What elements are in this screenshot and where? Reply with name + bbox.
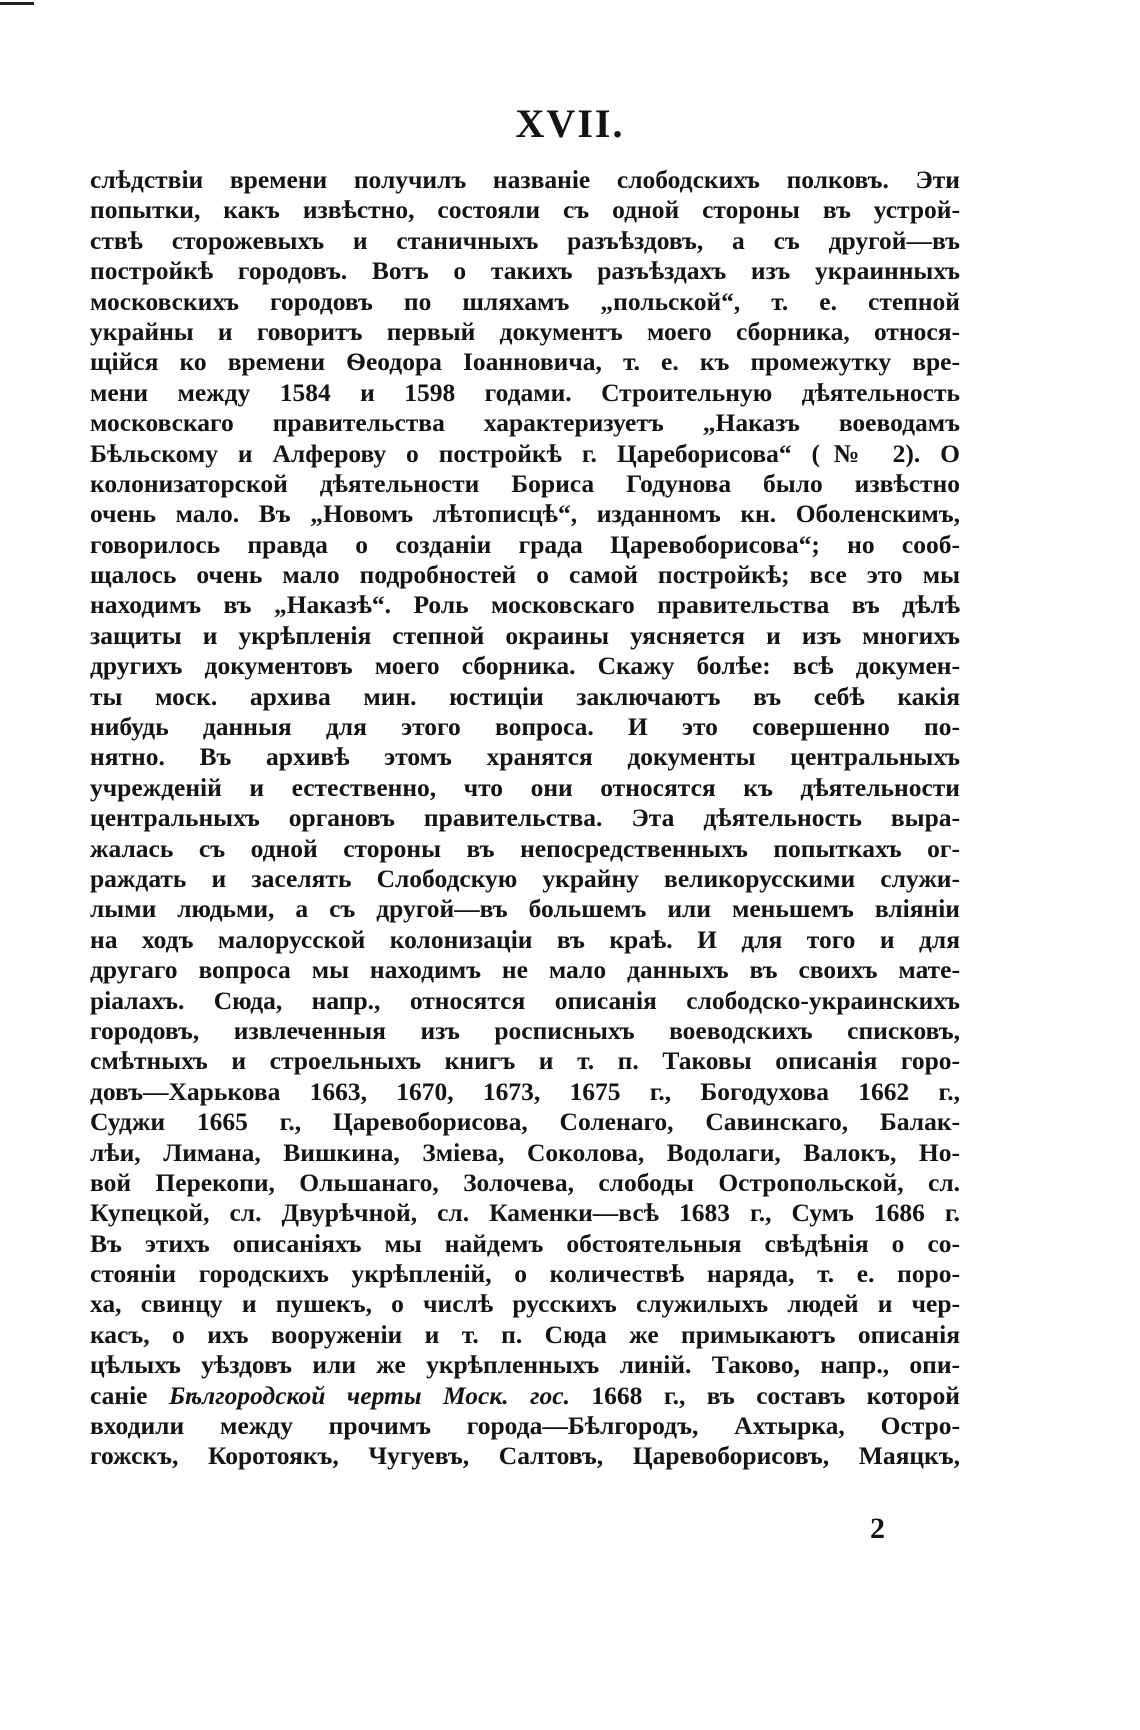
text-line: ты моск. архива мин. юстиціи заключаютъ въ себѣ какія — [90, 681, 960, 711]
text-line: другихъ документовъ моего сборника. Скажу болѣе: всѣ докумен- — [90, 651, 960, 681]
scan-edge-mark — [0, 2, 34, 5]
text-line: Въ этихъ описаніяхъ мы найдемъ обстоятельныя свѣдѣнія о со- — [90, 1228, 960, 1258]
text-line: городовъ, извлеченныя изъ росписныхъ воеводскихъ списковъ, — [90, 1015, 960, 1045]
text-line: Бѣльскому и Алферову о постройкѣ г. Цареборисова“ (№ 2). О — [90, 438, 960, 468]
text-line: жалась съ одной стороны въ непосредственныхъ попыткахъ ог- — [90, 833, 960, 863]
text-line: очень мало. Въ „Новомъ лѣтописцѣ“, изданномъ кн. Оболенскимъ, — [90, 499, 960, 529]
signature-mark: 2 — [870, 1512, 885, 1545]
text-line: ха, свинцу и пушекъ, о числѣ русскихъ служилыхъ людей и чер- — [90, 1289, 960, 1319]
text-line: нибудь данныя для этого вопроса. И это совершенно по- — [90, 712, 960, 742]
text-line: смѣтныхъ и строельныхъ книгъ и т. п. Таковы описанія горо- — [90, 1046, 960, 1076]
text-line: колонизаторской дѣятельности Бориса Годунова было извѣстно — [90, 468, 960, 498]
text-line: входили между прочимъ города—Бѣлгородъ, Ахтырка, Остро- — [90, 1411, 960, 1441]
text-line: гожскъ, Коротоякъ, Чугуевъ, Салтовъ, Царевоборисовъ, Маяцкъ, — [90, 1441, 960, 1471]
text-line: слѣдствіи времени получилъ названіе слободскихъ полковъ. Эти — [90, 165, 960, 194]
text-line: Суджи 1665 г., Царевоборисова, Соленаго, Савинскаго, Балак- — [90, 1107, 960, 1137]
text-line: попытки, какъ извѣстно, состояли съ одной стороны въ устрой- — [90, 195, 960, 225]
text-line: другаго вопроса мы находимъ не мало данныхъ въ своихъ мате- — [90, 955, 960, 985]
text-line: щійся ко времени Ѳеодора Іоанновича, т. е. къ промежутку вре- — [90, 347, 960, 377]
text-line: лѣи, Лимана, Вишкина, Зміева, Соколова, Водолаги, Валокъ, Но- — [90, 1137, 960, 1167]
text-line: находимъ въ „Наказѣ“. Роль московскаго правительства въ дѣлѣ — [90, 590, 960, 620]
text-segment: саніе — [90, 1380, 169, 1410]
text-line: стояніи городскихъ укрѣпленій, о количествѣ наряда, т. е. поро- — [90, 1259, 960, 1289]
text-line: ріалахъ. Сюда, напр., относятся описанія слободско-украинскихъ — [90, 985, 960, 1015]
text-line: нятно. Въ архивѣ этомъ хранятся документы центральныхъ — [90, 742, 960, 772]
page-number-roman: XVII. — [515, 101, 625, 146]
text-line: постройкѣ городовъ. Вотъ о такихъ разъѣздахъ изъ украинныхъ — [90, 256, 960, 286]
text-line: московскаго правительства характеризуетъ „Наказъ воеводамъ — [90, 408, 960, 438]
text-line: раждать и заселять Слободскую украйну великорусскими служи- — [90, 863, 960, 893]
text-line: касъ, о ихъ вооруженіи и т. п. Сюда же примыкаютъ описанія — [90, 1319, 960, 1349]
body-text — [90, 165, 960, 1472]
text-line: Купецкой, сл. Двурѣчной, сл. Каменки—всѣ 1683 г., Сумъ 1686 г. — [90, 1198, 960, 1228]
text-line: защиты и укрѣпленія степной окраины уясняется и изъ многихъ — [90, 620, 960, 650]
text-line: щалось очень мало подробностей о самой постройкѣ; все это мы — [90, 560, 960, 590]
text-line: ствѣ сторожевыхъ и станичныхъ разъѣздовъ, а съ другой—въ — [90, 225, 960, 255]
text-line: вой Перекопи, Ольшанаго, Золочева, слободы Остропольской, сл. — [90, 1167, 960, 1197]
text-line: цѣлыхъ уѣздовъ или же укрѣпленныхъ линій. Таково, напр., опи- — [90, 1350, 960, 1380]
text-segment: 1668 г., въ составъ которой — [569, 1380, 960, 1410]
italic-title: Бѣлгородской черты Моск. гос. — [168, 1380, 570, 1410]
text-line: довъ—Харькова 1663, 1670, 1673, 1675 г., Богодухова 1662 г., — [90, 1076, 960, 1106]
text-line: учрежденій и естественно, что они относятся къ дѣятельности — [90, 772, 960, 802]
text-line: московскихъ городовъ по шляхамъ „польской“, т. е. степной — [90, 286, 960, 316]
text-line: центральныхъ органовъ правительства. Эта дѣятельность выра- — [90, 803, 960, 833]
text-line-mixed — [90, 1381, 960, 1411]
text-line: мени между 1584 и 1598 годами. Строительную дѣятельность — [90, 377, 960, 407]
text-line: лыми людьми, а съ другой—въ большемъ или меньшемъ вліяніи — [90, 894, 960, 924]
text-line: говорилось правда о созданіи града Царевоборисова“; но сооб- — [90, 529, 960, 559]
text-line: украйны и говоритъ первый документъ моего сборника, относя- — [90, 316, 960, 346]
text-line: на ходъ малорусской колонизаціи въ краѣ. И для того и для — [90, 924, 960, 954]
